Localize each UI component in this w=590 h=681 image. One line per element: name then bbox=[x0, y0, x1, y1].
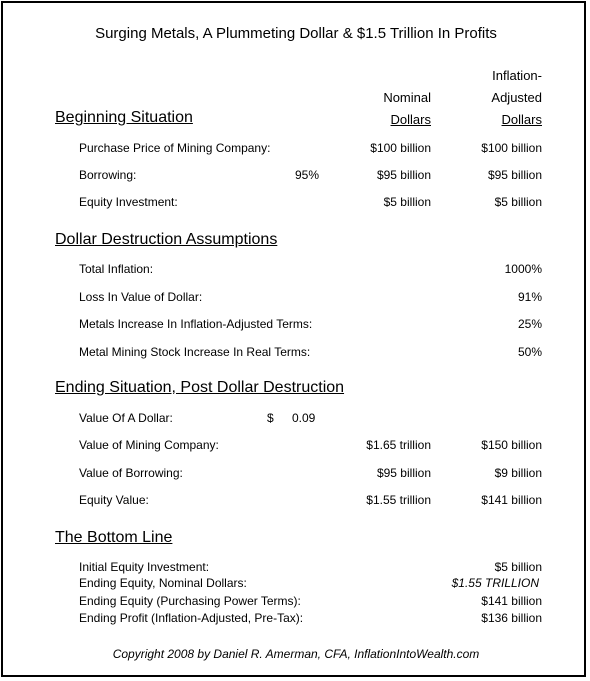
section-heading-assumptions: Dollar Destruction Assumptions bbox=[55, 231, 278, 248]
dollar-value: 0.09 bbox=[292, 411, 316, 425]
row-label: Ending Profit (Inflation-Adjusted, Pre-Tax): bbox=[79, 611, 304, 625]
row-nominal: $95 billion bbox=[376, 466, 431, 480]
row-adjusted: 91% bbox=[517, 290, 542, 304]
row-label: Metal Mining Stock Increase In Real Terms: bbox=[79, 345, 311, 359]
row-label: Metals Increase In Inflation-Adjusted Terms: bbox=[79, 317, 313, 331]
row-label: Purchase Price of Mining Company: bbox=[79, 141, 271, 155]
row-label: Borrowing: bbox=[79, 168, 137, 182]
adjusted-header-line1: Inflation- bbox=[492, 68, 542, 83]
row-nominal: $95 billion bbox=[376, 168, 431, 182]
nominal-header-line1: Nominal bbox=[383, 90, 431, 105]
document-frame bbox=[1, 1, 586, 677]
row-nominal: $100 billion bbox=[370, 141, 431, 155]
row-adjusted: 25% bbox=[517, 317, 542, 331]
dollar-value-label: Value Of A Dollar: bbox=[79, 411, 173, 425]
row-adjusted: $9 billion bbox=[494, 466, 542, 480]
copyright-footer: Copyright 2008 by Daniel R. Amerman, CFA, InflationIntoWealth.com bbox=[112, 647, 480, 661]
adjusted-header-line3: Dollars bbox=[501, 112, 542, 127]
section-heading-ending: Ending Situation, Post Dollar Destruction bbox=[55, 379, 345, 396]
row-value: $141 billion bbox=[481, 594, 542, 608]
row-value: $5 billion bbox=[494, 560, 542, 574]
row-label: Total Inflation: bbox=[79, 262, 154, 276]
page-title: Surging Metals, A Plummeting Dollar & $1.5 Trillion In Profits bbox=[95, 25, 497, 42]
row-adjusted: $150 billion bbox=[481, 438, 542, 452]
borrowing-percent: 95% bbox=[294, 168, 319, 182]
row-adjusted: $5 billion bbox=[494, 195, 542, 209]
section-heading-bottom-line: The Bottom Line bbox=[55, 529, 173, 546]
row-label: Initial Equity Investment: bbox=[79, 560, 210, 574]
nominal-header-line2: Dollars bbox=[390, 112, 431, 127]
row-label: Ending Equity, Nominal Dollars: bbox=[79, 576, 247, 590]
row-nominal: $1.55 trillion bbox=[366, 493, 431, 507]
row-adjusted: $141 billion bbox=[481, 493, 542, 507]
row-label: Value of Borrowing: bbox=[79, 466, 183, 480]
row-label: Equity Investment: bbox=[79, 195, 178, 209]
row-adjusted: 1000% bbox=[504, 262, 542, 276]
row-nominal: $1.65 trillion bbox=[366, 438, 431, 452]
dollar-sign: $ bbox=[267, 411, 274, 425]
row-value: $136 billion bbox=[481, 611, 542, 625]
row-label: Equity Value: bbox=[79, 493, 149, 507]
adjusted-header-line2: Adjusted bbox=[491, 90, 542, 105]
row-adjusted: 50% bbox=[517, 345, 542, 359]
row-adjusted: $95 billion bbox=[487, 168, 542, 182]
row-nominal: $5 billion bbox=[383, 195, 431, 209]
row-label: Ending Equity (Purchasing Power Terms): bbox=[79, 594, 301, 608]
row-label: Value of Mining Company: bbox=[79, 438, 219, 452]
section-heading-beginning: Beginning Situation bbox=[55, 109, 193, 126]
row-adjusted: $100 billion bbox=[481, 141, 542, 155]
row-label: Loss In Value of Dollar: bbox=[79, 290, 203, 304]
row-value: $1.55 TRILLION bbox=[451, 576, 539, 590]
